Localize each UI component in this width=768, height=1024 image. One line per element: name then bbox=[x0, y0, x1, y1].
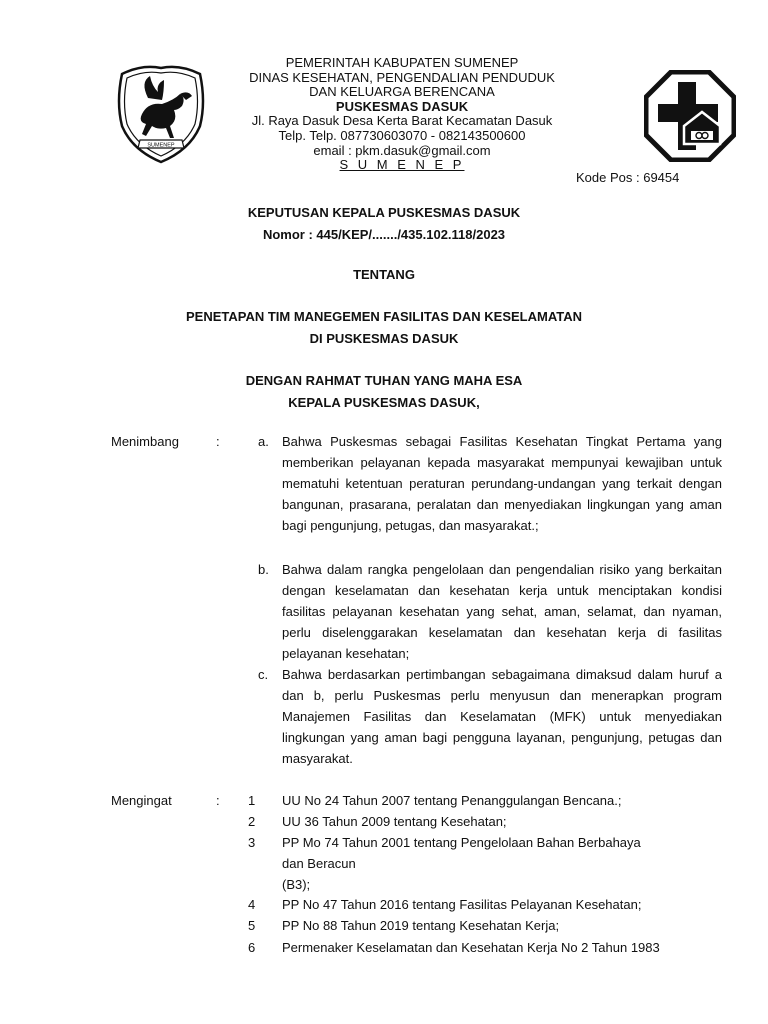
office-city: S U M E N E P bbox=[339, 157, 465, 173]
list-number: 4 bbox=[248, 897, 256, 912]
list-number: 2 bbox=[248, 814, 256, 829]
menimbang-colon: : bbox=[216, 434, 220, 449]
consideration-paragraph: Bahwa berdasarkan pertimbangan sebagaimana dimaksud dalam huruf a dan b, perlu Puskesmas perlu menyusun dan menerapkan program Manajemen Fasilitas dan Keselamatan (MFK) untuk menyediakan lingkungan yang aman bagi pengguna layanan, pengunjung, petugas dan masyarakat. bbox=[282, 667, 722, 766]
office-name: PUSKESMAS DASUK bbox=[335, 98, 469, 114]
decree-number: Nomor : 445/KEP/......./435.102.118/2023 bbox=[262, 227, 506, 242]
letterhead-line: PEMERINTAH KABUPATEN SUMENEP bbox=[285, 55, 519, 70]
regulation-line: PP No 88 Tahun 2019 tentang Kesehatan Kerja; bbox=[282, 918, 560, 933]
menimbang-label: Menimbang bbox=[111, 434, 179, 449]
office-email: email : pkm.dasuk@gmail.com bbox=[313, 142, 491, 158]
office-address: Jl. Raya Dasuk Desa Kerta Barat Kecamatan Dasuk bbox=[251, 113, 553, 129]
svg-text:SUMENEP: SUMENEP bbox=[147, 142, 175, 149]
list-marker: a. bbox=[258, 434, 269, 449]
regulation-line: PP No 47 Tahun 2016 tentang Fasilitas Pelayanan Kesehatan; bbox=[282, 897, 642, 912]
grace-line: KEPALA PUSKESMAS DASUK, bbox=[288, 395, 480, 410]
grace-line: DENGAN RAHMAT TUHAN YANG MAHA ESA bbox=[245, 373, 523, 388]
mengingat-label: Mengingat bbox=[111, 793, 172, 808]
subject-line: PENETAPAN TIM MANEGEMEN FASILITAS DAN KESELAMATAN bbox=[185, 309, 583, 324]
list-marker: b. bbox=[258, 562, 269, 577]
office-phone: Telp. Telp. 087730603070 - 082143500600 bbox=[278, 127, 526, 143]
postcode: Kode Pos : 69454 bbox=[576, 170, 680, 185]
subject-line: DI PUSKESMAS DASUK bbox=[309, 331, 459, 346]
consideration-paragraph: Bahwa dalam rangka pengelolaan dan pengendalian risiko yang berkaitan dengan keselamatan dan kesehatan kerja untuk menciptakan kondisi fasilitas pelayanan kesehatan yang sehat, aman, selamat, dan nyaman, perlu diselenggarakan keselamatan dan kesehatan kerja di fasilitas pelayanan kesehatan; bbox=[282, 562, 722, 661]
regulation-line: dan Beracun bbox=[282, 856, 356, 871]
list-marker: c. bbox=[258, 667, 269, 682]
letterhead-line: DAN KELUARGA BERENCANA bbox=[309, 84, 495, 100]
consideration-paragraph: Bahwa Puskesmas sebagai Fasilitas Kesehatan Tingkat Pertama yang memberikan pelayanan kepada masyarakat mempunyai kewajiban untuk mematuhi ketentuan peraturan perundang-undangan yang terkait dengan bangunan, prasarana, peralatan dan menyediakan lingkungan yang aman bagi pengunjung, petugas, dan masyarakat.; bbox=[282, 434, 722, 533]
puskesmas-cross-house-icon bbox=[644, 70, 736, 162]
decree-title: KEPUTUSAN KEPALA PUSKESMAS DASUK bbox=[247, 205, 521, 220]
about-heading: TENTANG bbox=[353, 267, 415, 282]
letterhead bbox=[196, 56, 608, 173]
list-number: 6 bbox=[248, 940, 256, 955]
list-number: 5 bbox=[248, 918, 256, 933]
list-number: 1 bbox=[248, 793, 256, 808]
regulation-line: UU No 24 Tahun 2007 tentang Penanggulangan Bencana.; bbox=[282, 793, 622, 808]
regulation-line: Permenaker Keselamatan dan Kesehatan Kerja No 2 Tahun 1983 bbox=[282, 940, 660, 955]
mengingat-colon: : bbox=[216, 793, 220, 808]
list-number: 3 bbox=[248, 835, 256, 850]
regulation-line: PP Mo 74 Tahun 2001 tentang Pengelolaan Bahan Berbahaya bbox=[282, 835, 641, 850]
regulation-line: (B3); bbox=[282, 877, 311, 892]
regulation-line: UU 36 Tahun 2009 tentang Kesehatan; bbox=[282, 814, 507, 829]
letterhead-line: DINAS KESEHATAN, PENGENDALIAN PENDUDUK bbox=[249, 69, 555, 85]
